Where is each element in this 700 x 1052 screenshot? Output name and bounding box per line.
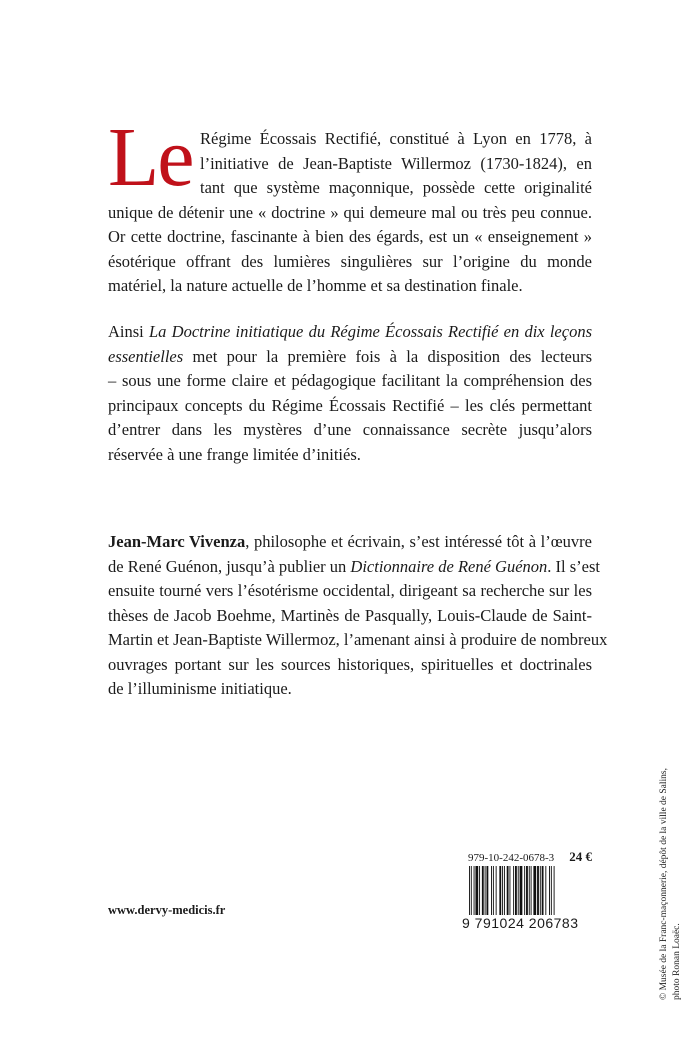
intro-paragraph <box>108 127 592 299</box>
credit-line: photo Ronan Loaëc. <box>672 923 682 1000</box>
intro-line: l’initiative de Jean-Baptiste Willermoz (1730-1824), en <box>200 153 592 173</box>
author-line-text: , philosophe et écrivain, s’est intéressé tôt à l’œuvre <box>245 532 592 551</box>
ainsi-word: Ainsi <box>108 322 144 341</box>
intro-line: Or cette doctrine, fascinante à bien des égards, est un « enseignement » <box>108 227 592 246</box>
author-line-text: de René Guénon, jusqu’à publier un <box>108 556 347 576</box>
credit-line: © Musée de la Franc-maçonnerie, dépôt de la ville de Salins, <box>659 768 669 1000</box>
photo-credit <box>658 768 684 1000</box>
dictionary-title: Dictionnaire de René Guénon <box>350 556 548 576</box>
book-line <box>108 345 592 370</box>
publisher-website: www.dervy-medicis.fr <box>108 903 226 917</box>
author-line <box>108 530 592 555</box>
author-line: thèses de Jacob Boehme, Martinès de Pasqually, Louis-Claude de Saint- <box>108 605 592 625</box>
price: 24 € <box>569 849 592 864</box>
intro-line: matériel, la nature actuelle de l’homme et sa destination finale. <box>108 276 523 295</box>
author-line <box>108 555 600 580</box>
book-title-part1: La Doctrine initiatique du Régime Écossais Rectifié en dix leçons <box>149 322 592 341</box>
author-line: Martin et Jean-Baptiste Willermoz, l’amenant ainsi à produire de nombreux <box>108 630 608 649</box>
author-line: de l’illuminisme initiatique. <box>108 679 292 698</box>
book-line: principaux concepts du Régime Écossais Rectifié – les clés permettant <box>108 395 592 415</box>
intro-line: unique de détenir une « doctrine » qui demeure mal ou très peu connue. <box>108 202 592 222</box>
author-paragraph <box>108 530 608 702</box>
author-line: ouvrages portant sur les sources historiques, spirituelles et doctrinales <box>108 654 592 674</box>
book-line: – sous une forme claire et pédagogique facilitant la compréhension des <box>108 371 592 390</box>
book-paragraph <box>108 320 592 467</box>
author-line: ensuite tourné vers l’ésotérisme occidental, dirigeant sa recherche sur les <box>108 581 592 600</box>
drop-cap: Le <box>108 111 193 204</box>
intro-line: tant que système maçonnique, possède cette originalité <box>200 178 592 197</box>
book-line: réservée à une frange limitée d’initiés. <box>108 444 361 464</box>
book-line: d’entrer dans les mystères d’une connaissance secrète jusqu’alors <box>108 420 592 439</box>
intro-line: Régime Écossais Rectifié, constitué à Lyon en 1778, à <box>200 129 592 148</box>
book-line-text: met pour la première fois à la disposition des lecteurs <box>192 346 593 366</box>
author-name: Jean-Marc Vivenza <box>108 532 246 551</box>
book-title-part2: essentielles <box>108 346 184 366</box>
author-line-text: . Il s’est <box>547 556 600 576</box>
intro-line: ésotérique offrant des lumières singulières sur l’origine du monde <box>108 251 592 271</box>
isbn-number: 979-10-242-0678-3 <box>468 852 555 864</box>
barcode-digits: 9 791024 206783 <box>462 915 592 931</box>
isbn-price-row <box>468 849 592 865</box>
book-line <box>108 320 592 345</box>
